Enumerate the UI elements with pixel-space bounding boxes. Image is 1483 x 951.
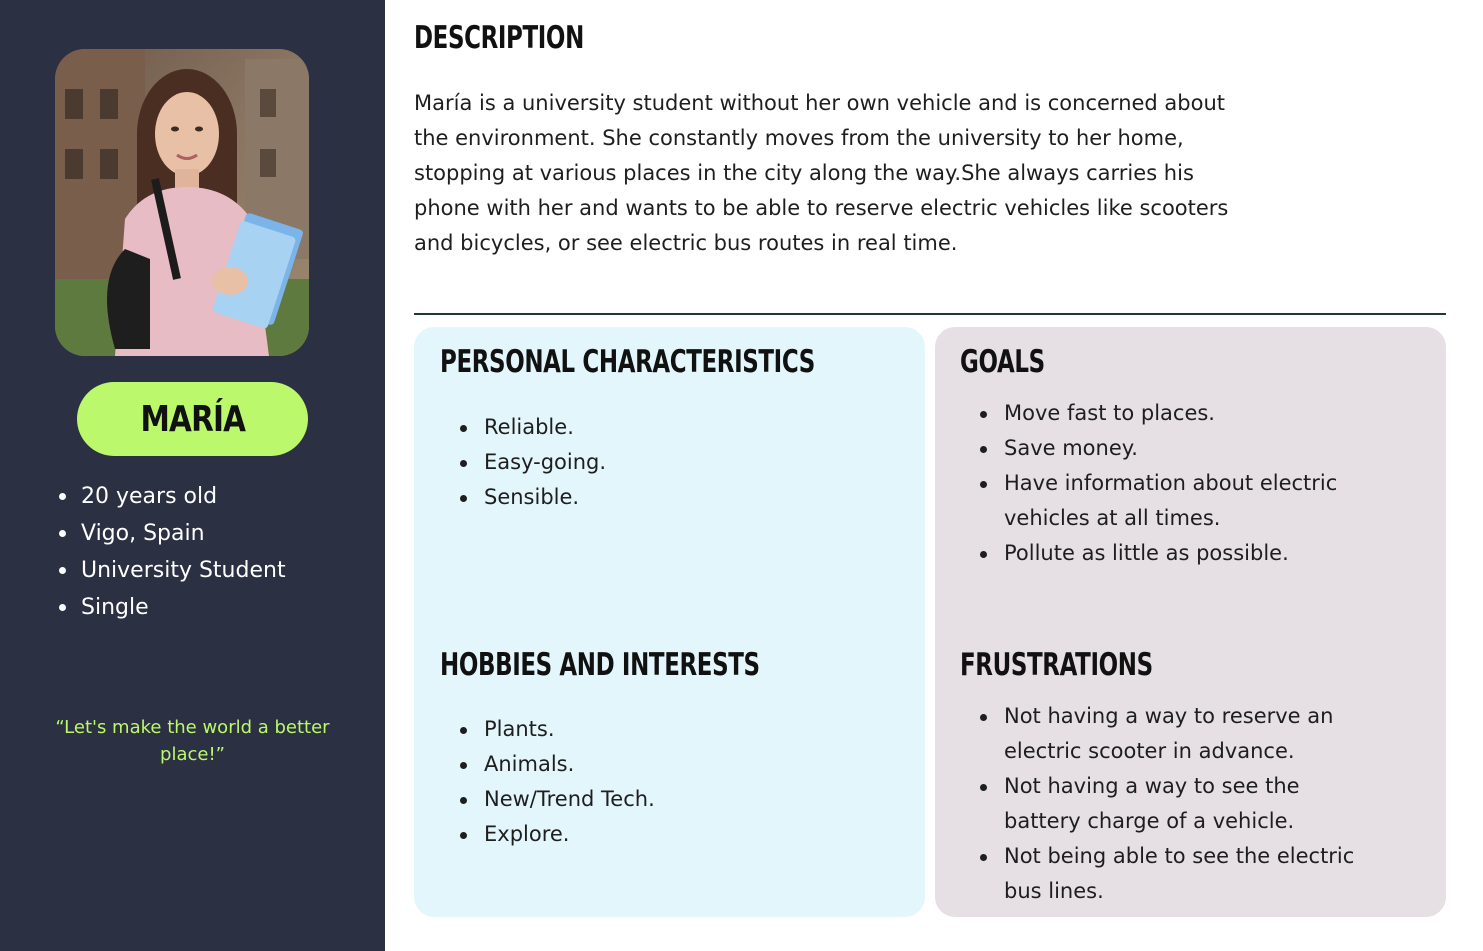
- list-item: New/Trend Tech.: [460, 782, 655, 817]
- list-item: Easy-going.: [460, 445, 606, 480]
- personal-characteristics-list: [460, 410, 606, 515]
- list-item: Explore.: [460, 817, 655, 852]
- list-item: Not having a way to see the battery charge of a vehicle.: [980, 769, 1380, 839]
- list-item: Plants.: [460, 712, 655, 747]
- list-item: Animals.: [460, 747, 655, 782]
- description-text: María is a university student without her own vehicle and is concerned about the environment. She constantly moves from the university to her home, stopping at various places in the city along the way.She always carries his phone with her and wants to be able to reserve electric vehicles like scooters and bicycles, or see electric bus routes in real time.: [414, 91, 1229, 255]
- list-item: Move fast to places.: [980, 396, 1400, 431]
- fact-item: 20 years old: [81, 478, 286, 515]
- persona-photo-illustration: [55, 49, 309, 356]
- list-item: Pollute as little as possible.: [980, 536, 1400, 571]
- list-item: Reliable.: [460, 410, 606, 445]
- list-item: Have information about electric vehicles at all times.: [980, 466, 1400, 536]
- description-heading: DESCRIPTION: [414, 20, 584, 56]
- fact-item: Vigo, Spain: [81, 515, 286, 552]
- list-item: Sensible.: [460, 480, 606, 515]
- persona-quote: “Let's make the world a better place!”: [55, 717, 330, 765]
- fact-item: Single: [81, 589, 286, 626]
- persona-facts: [55, 478, 286, 626]
- hobbies-heading: HOBBIES AND INTERESTS: [440, 647, 760, 683]
- persona-name: MARÍA: [140, 398, 245, 440]
- name-badge: [77, 382, 308, 456]
- hobbies-list: [460, 712, 655, 852]
- sidebar: [0, 0, 385, 951]
- frustrations-heading: FRUSTRATIONS: [960, 647, 1153, 683]
- list-item: Save money.: [980, 431, 1400, 466]
- personal-characteristics-heading: PERSONAL CHARACTERISTICS: [440, 344, 815, 380]
- frustrations-list: [980, 699, 1380, 909]
- persona-photo: [55, 49, 309, 356]
- divider: [414, 313, 1446, 315]
- goals-list: [980, 396, 1400, 571]
- fact-item: University Student: [81, 552, 286, 589]
- goals-heading: GOALS: [960, 344, 1045, 380]
- list-item: Not being able to see the electric bus lines.: [980, 839, 1380, 909]
- list-item: Not having a way to reserve an electric scooter in advance.: [980, 699, 1380, 769]
